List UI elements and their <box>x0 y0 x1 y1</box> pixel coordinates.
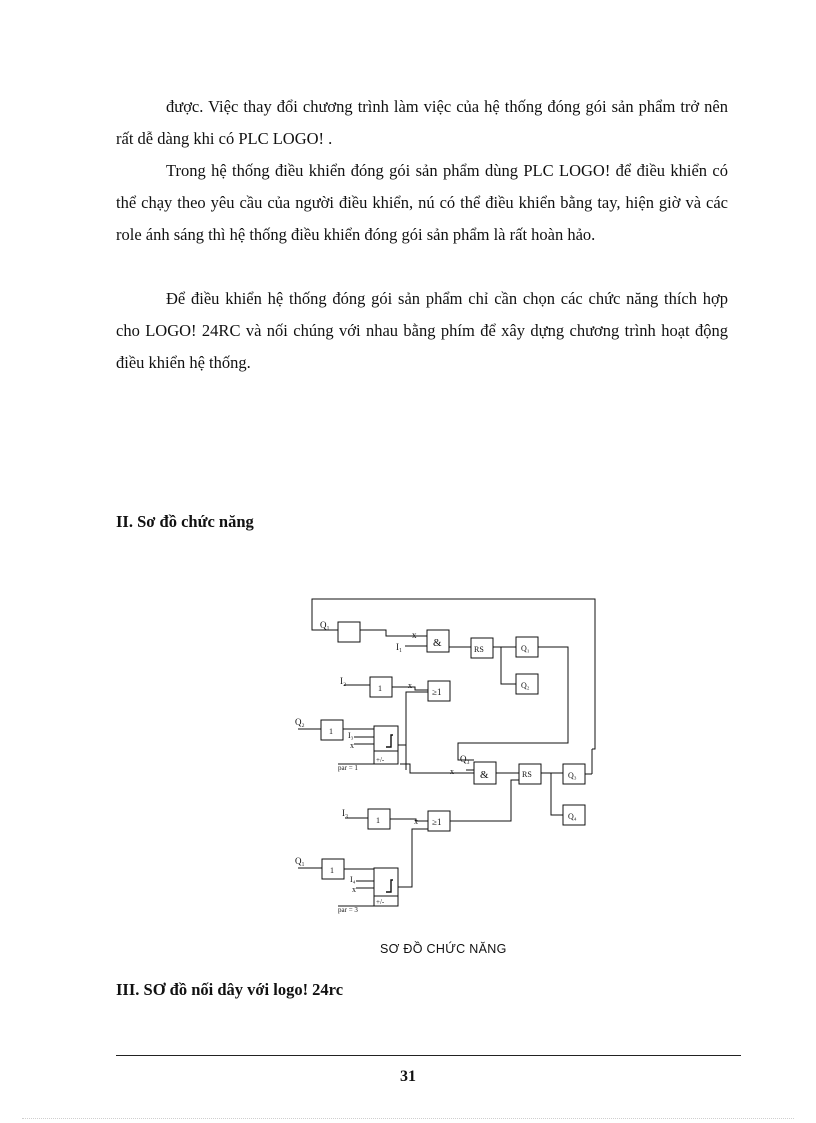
svg-text:1: 1 <box>376 816 380 825</box>
wire-or2-rs2 <box>450 780 519 821</box>
svg-text:x: x <box>450 767 454 776</box>
svg-text:RS: RS <box>522 770 532 779</box>
svg-text:+/-: +/- <box>376 898 385 906</box>
feedback-wire-mid <box>458 647 568 760</box>
function-diagram <box>290 592 610 922</box>
svg-text:Q₁: Q₁ <box>521 644 530 653</box>
svg-text:&: & <box>433 637 442 649</box>
paragraph-3: Để điều khiển hệ thống đóng gói sản phẩm chỉ cần chọn các chức năng thích hợp cho LOGO! 24RC và nối chúng với nhau bằng phím để xây dựng chương trình hoạt động điều khiển hệ thống. <box>116 289 728 372</box>
wire-counter1-or1 <box>398 692 428 745</box>
paragraph-1: được. Việc thay đổi chương trình làm việc của hệ thống đóng gói sản phẩm trở nên rất dễ dàng khi có PLC LOGO! . <box>116 97 728 148</box>
label-q1-top: Q₁ <box>320 620 330 630</box>
svg-text:+/-: +/- <box>376 756 385 764</box>
wire-rs1-q2 <box>501 647 516 684</box>
svg-text:Q₃: Q₃ <box>568 771 577 780</box>
label-i4: I₄ <box>350 875 356 884</box>
svg-text:1: 1 <box>330 866 334 875</box>
svg-text:1: 1 <box>378 684 382 693</box>
svg-text:Q₂: Q₂ <box>521 681 530 690</box>
label-i1: I₁ <box>396 642 403 652</box>
wire-not4-or2 <box>390 819 428 821</box>
svg-text:&: & <box>480 769 489 781</box>
label-i3: I₃ <box>348 731 354 740</box>
section-3-heading: III. SƠ đồ nối dây với logo! 24rc <box>116 980 344 999</box>
wire-counter2-or2 <box>398 829 428 887</box>
wire-not1-and1 <box>360 630 427 636</box>
label-q3-mid: Q₃ <box>460 754 470 764</box>
page-bottom-dotted-line <box>22 1118 794 1119</box>
svg-text:≥1: ≥1 <box>432 817 442 827</box>
footer-rule <box>116 1055 741 1056</box>
label-q2-left: Q₂ <box>295 717 305 727</box>
svg-text:x: x <box>352 885 356 894</box>
page-number: 31 <box>400 1068 416 1085</box>
counter-2-symbol <box>386 880 393 892</box>
svg-text:x: x <box>408 681 412 690</box>
wire-to-and2 <box>400 764 474 773</box>
svg-text:x: x <box>412 630 417 640</box>
section-2-heading: II. Sơ đồ chức năng <box>116 512 254 531</box>
paragraph-2: Trong hệ thống điều khiển đóng gói sản phẩm dùng PLC LOGO! để điều khiển có thể chạy theo yêu cầu của người điều khiển, nú có thể điều khiển bằng tay, hiện giờ và các role ánh sáng thì hệ thống điều khiển đóng gói sản phẩm là rất hoàn hảo. <box>116 161 728 244</box>
label-par3: par = 3 <box>338 906 358 914</box>
svg-text:x: x <box>350 741 354 750</box>
counter-1-symbol <box>386 735 393 747</box>
svg-text:1: 1 <box>329 727 333 736</box>
wire-rs2-q4 <box>551 773 563 815</box>
label-par1: par = 1 <box>338 764 358 772</box>
svg-text:Q₄: Q₄ <box>568 812 577 821</box>
svg-text:RS: RS <box>474 645 484 654</box>
label-q1-bottom: Q₁ <box>295 856 305 866</box>
label-i2: I₂ <box>340 676 347 686</box>
not-block-1 <box>338 622 360 642</box>
label-i3-mid: I₃ <box>342 808 349 818</box>
svg-text:≥1: ≥1 <box>432 687 442 697</box>
svg-text:x: x <box>414 817 418 826</box>
diagram-caption: SƠ ĐỒ CHỨC NĂNG <box>380 942 507 956</box>
